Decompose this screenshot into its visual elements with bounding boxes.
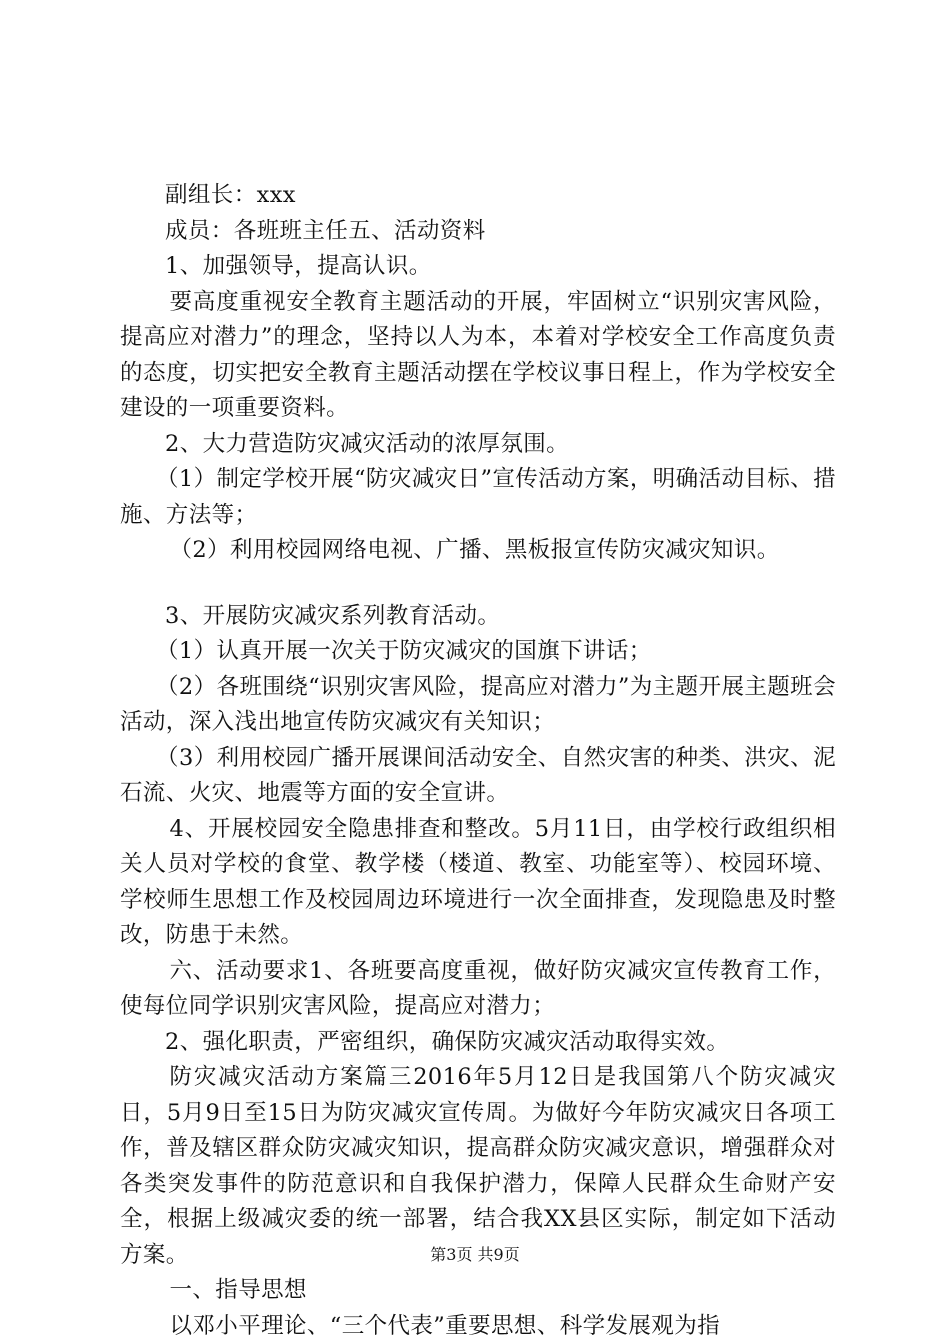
paragraph-item-2-1: （1）制定学校开展“防灾减灾日”宣传活动方案，明确活动目标、措施、方法等；	[120, 466, 836, 528]
document-body	[120, 178, 836, 1344]
paragraph-requirements: 六、活动要求1、各班要高度重视，做好防灾减灾宣传教育工作，使每位同学识别灾害风险，提高应对潜力；	[120, 957, 836, 1019]
paragraph-heading-3: 3、开展防灾减灾系列教育活动。	[165, 602, 501, 629]
paragraph-deputy-leader: 副组长：xxx	[165, 182, 296, 208]
paragraph-guiding-ideology-heading: 一、指导思想	[169, 1277, 307, 1303]
paragraph-members: 成员：各班班主任五、活动资料	[165, 217, 486, 244]
paragraph-heading-2: 2、大力营造防灾减灾活动的浓厚氛围。	[165, 430, 570, 457]
paragraph-body-1: 要高度重视安全教育主题活动的开展，牢固树立“识别灾害风险，提高应对潜力”的理念，坚持以人为本，本着对学校安全工作高度负责的态度，切实把安全教育主题活动摆在学校议事日程上，作为学校安全建设的一项重要资料。	[120, 288, 836, 421]
paragraph-item-3-1: （1）认真开展一次关于防灾减灾的国旗下讲话；	[156, 638, 652, 664]
paragraph-heading-1: 1、加强领导，提高认识。	[165, 253, 432, 279]
paragraph-requirement-2: 2、强化职责，严密组织，确保防灾减灾活动取得实效。	[165, 1028, 730, 1055]
paragraph-plan-three: 防灾减灾活动方案篇三2016年5月12日是我国第八个防灾减灾日，5月9日至15日为防灾减灾宣传周。为做好今年防灾减灾日各项工作，普及辖区群众防灾减灾知识，提高群众防灾减灾意识，增强群众对各类突发事件的防范意识和自我保护潜力，保障人民群众生命财产安全，根据上级减灾委的统一部署，结合我XX县区实际，制定如下活动方案。	[120, 1064, 836, 1268]
page-number-footer: 第3页 共9页	[430, 1245, 520, 1264]
paragraph-item-3-2: （2）各班围绕“识别灾害风险，提高应对潜力”为主题开展主题班会活动，深入浅出地宣传防灾减灾有关知识；	[120, 673, 836, 735]
paragraph-guiding-ideology: 以邓小平理论、“三个代表”重要思想、科学发展观为指	[169, 1312, 721, 1339]
paragraph-item-3-3: （3）利用校园广播开展课间活动安全、自然灾害的种类、洪灾、泥石流、火灾、地震等方面的安全宣讲。	[120, 744, 836, 806]
paragraph-heading-4: 4、开展校园安全隐患排查和整改。5月11日，由学校行政组织相关人员对学校的食堂、教学楼（楼道、教室、功能室等）、校园环境、学校师生思想工作及校园周边环境进行一次全面排查，发现隐患及时整改，防患于未然。	[120, 815, 836, 948]
paragraph-item-2-2: （2）利用校园网络电视、广播、黑板报宣传防灾减灾知识。	[169, 537, 780, 563]
